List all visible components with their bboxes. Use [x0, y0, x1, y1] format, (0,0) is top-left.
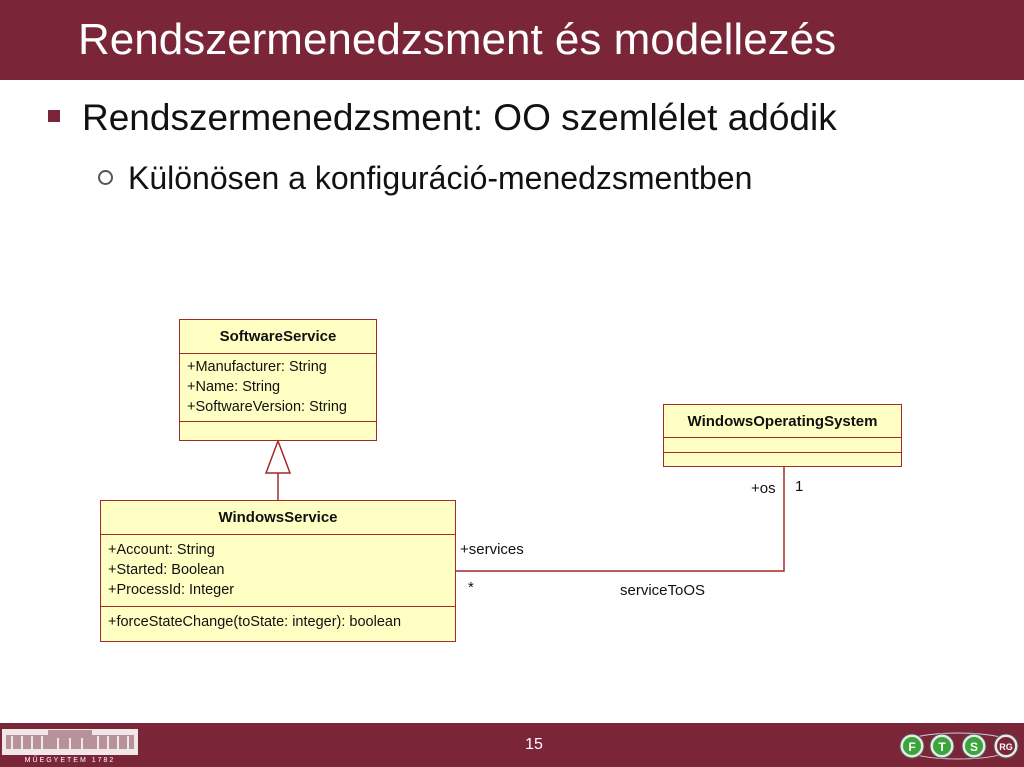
class-windows-os[interactable]	[663, 404, 902, 467]
logo-t-icon	[930, 734, 954, 758]
operation: +forceStateChange(toState: integer): boolean	[108, 614, 402, 630]
logo-s-letter: S	[969, 740, 979, 754]
bullet-text-2: Különösen a konfiguráció-menedzsmentben	[128, 160, 753, 196]
association-name-label: serviceToOS	[620, 582, 706, 599]
logo-rg-letters: RG	[999, 742, 1013, 752]
class-name-windows-service: WindowsService	[101, 501, 455, 535]
class-name-windows-os: WindowsOperatingSystem	[664, 405, 901, 438]
page-number: 15	[525, 736, 543, 753]
attributes-software-service	[180, 354, 376, 422]
university-building-logo-icon	[2, 727, 142, 763]
class-windows-service[interactable]	[100, 500, 456, 642]
bullet-text-1: Rendszermenedzsment: OO szemlélet adódik	[82, 97, 837, 138]
operations-software-service	[180, 422, 376, 440]
generalization-arrowhead-icon	[266, 441, 290, 473]
role-os-label: +os	[751, 480, 776, 497]
operations-windows-service	[101, 607, 455, 641]
slide-title: Rendszermenedzsment és modellezés	[78, 15, 837, 64]
operations-windows-os	[664, 453, 901, 466]
class-software-service[interactable]	[179, 319, 377, 441]
class-name-software-service: SoftwareService	[180, 320, 376, 354]
multiplicity-os-label: 1	[795, 478, 804, 495]
university-caption: MŰEGYETEM 1782	[24, 757, 116, 763]
logo-rg-icon	[994, 734, 1018, 758]
attribute: +ProcessId: Integer	[108, 582, 235, 598]
role-services-label: +services	[460, 541, 524, 558]
attributes-windows-os	[664, 438, 901, 453]
logo-f-letter: F	[908, 740, 916, 754]
square-bullet-icon	[48, 110, 60, 122]
attribute: +Manufacturer: String	[187, 359, 327, 375]
circle-bullet-icon	[98, 170, 113, 185]
multiplicity-services-label: *	[468, 579, 474, 596]
attribute: +Started: Boolean	[108, 562, 225, 578]
ftsrg-logo-group	[898, 730, 1022, 762]
logo-s-icon	[962, 734, 986, 758]
logo-f-icon	[900, 734, 924, 758]
attribute: +SoftwareVersion: String	[187, 399, 347, 415]
attribute: +Name: String	[187, 379, 281, 395]
attributes-windows-service	[101, 535, 455, 607]
attribute: +Account: String	[108, 542, 215, 558]
logo-t-letter: T	[938, 740, 946, 754]
